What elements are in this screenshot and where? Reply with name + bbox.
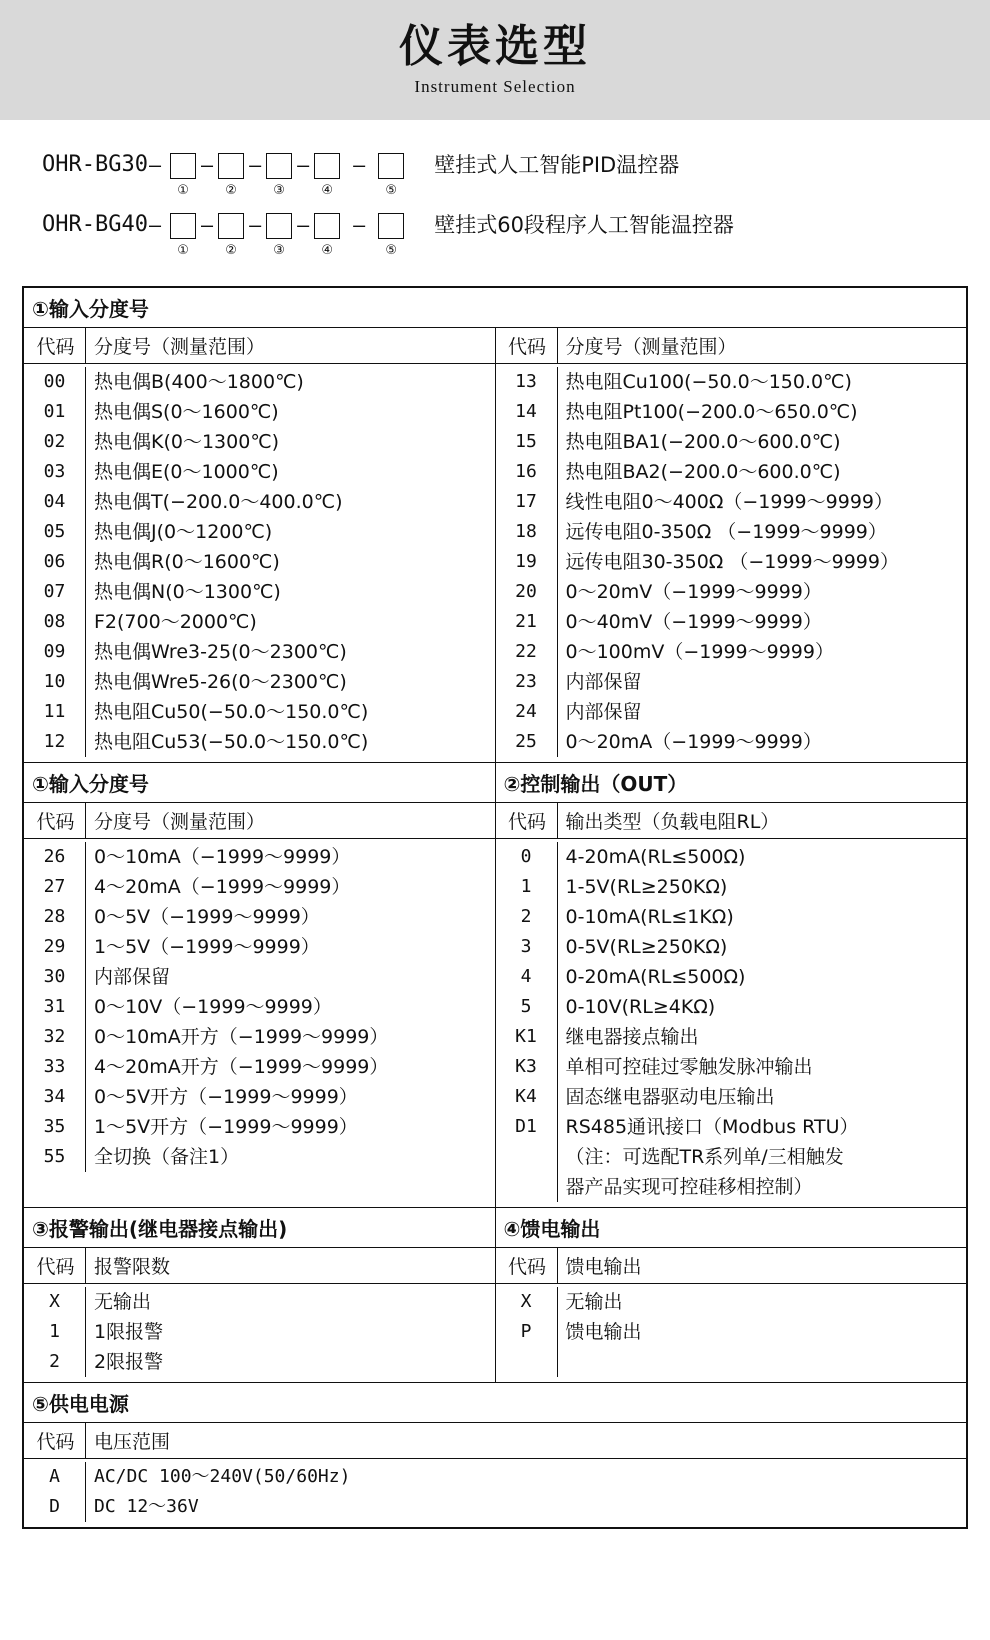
section5-list (24, 1459, 966, 1527)
row-code (496, 1142, 558, 1172)
table-header (24, 1248, 495, 1284)
row-value: 热电偶R(0～1600℃) (94, 551, 280, 573)
table-row (24, 517, 495, 547)
row-value: 0～20mA（−1999～9999） (565, 731, 822, 753)
row-value: 无输出 (94, 1291, 152, 1313)
code-group (166, 148, 408, 198)
selection-table (22, 286, 968, 1529)
code-cell-2 (214, 208, 248, 258)
row-code: 34 (24, 1082, 86, 1112)
model-row-bg40 (0, 208, 990, 258)
section4-column (496, 1248, 967, 1382)
table-row (496, 727, 967, 757)
code-marker: ③ (273, 183, 285, 198)
code-box[interactable] (378, 213, 404, 239)
table-row (24, 962, 495, 992)
row-code: 2 (24, 1347, 86, 1377)
section1-right-list (496, 364, 967, 762)
section1-cont-column (24, 803, 496, 1207)
code-box[interactable] (314, 213, 340, 239)
row-code: 06 (24, 547, 86, 577)
model-code-diagram (0, 120, 990, 278)
row-value: RS485通讯接口（Modbus RTU） (565, 1116, 859, 1138)
section-titles-row (24, 1208, 966, 1248)
code-marker: ① (177, 243, 189, 258)
header-value: 报警限数 (94, 1256, 171, 1278)
table-row (24, 872, 495, 902)
row-value: 内部保留 (565, 701, 642, 723)
row-code: 05 (24, 517, 86, 547)
table-row (24, 1462, 966, 1492)
row-value: 热电偶K(0～1300℃) (94, 431, 280, 453)
row-code: 30 (24, 962, 86, 992)
table-header (24, 803, 495, 839)
code-marker: ③ (273, 243, 285, 258)
header-value: 分度号（测量范围） (565, 336, 737, 358)
page-banner (0, 0, 990, 120)
code-box[interactable] (314, 153, 340, 179)
row-value: 2限报警 (94, 1351, 164, 1373)
section1-left-column (24, 328, 496, 762)
page-subtitle: Instrument Selection (414, 77, 576, 97)
code-dash: – (249, 213, 262, 237)
section-title-feed-output: ④馈电输出 (503, 1217, 601, 1241)
row-code: 21 (496, 607, 558, 637)
code-group (166, 208, 408, 258)
header-code: 代码 (24, 803, 86, 838)
code-box[interactable] (170, 213, 196, 239)
table-row (496, 457, 967, 487)
header-code: 代码 (24, 1248, 86, 1283)
row-code: D (24, 1492, 86, 1522)
section-title-control-output: ②控制输出（OUT） (503, 772, 688, 796)
row-value: 热电阻BA2(−200.0～600.0℃) (565, 461, 841, 483)
table-row (496, 1317, 967, 1347)
row-code: 1 (496, 872, 558, 902)
model-name: OHR-BG30 (42, 152, 148, 177)
row-value: 全切换（备注1） (94, 1146, 240, 1168)
row-code: D1 (496, 1112, 558, 1142)
table-row (496, 487, 967, 517)
table-row (24, 1317, 495, 1347)
table-row (496, 992, 967, 1022)
table-row (24, 1142, 495, 1172)
table-row (496, 547, 967, 577)
section-title-alarm-output: ③报警输出(继电器接点输出) (24, 1208, 496, 1247)
row-value (558, 1347, 967, 1377)
row-code: 07 (24, 577, 86, 607)
code-box[interactable] (218, 213, 244, 239)
code-cell-2 (214, 148, 248, 198)
row-value: 远传电阻30-350Ω （−1999～9999） (565, 551, 899, 573)
section3-column (24, 1248, 496, 1382)
table-row (496, 842, 967, 872)
table-header (496, 1248, 967, 1284)
table-row (496, 577, 967, 607)
row-value: 馈电输出 (565, 1321, 642, 1343)
row-value: 热电阻Cu100(−50.0～150.0℃) (565, 371, 852, 393)
code-marker: ② (225, 183, 237, 198)
code-dash: – (201, 213, 214, 237)
table-row (496, 607, 967, 637)
code-dash: – (201, 153, 214, 177)
code-box[interactable] (378, 153, 404, 179)
row-value: （注：可选配TR系列单/三相触发 (565, 1146, 844, 1168)
row-value: 热电偶E(0～1000℃) (94, 461, 279, 483)
table-row (496, 1082, 967, 1112)
row-code: 03 (24, 457, 86, 487)
table-row (24, 1347, 495, 1377)
row-code: 35 (24, 1112, 86, 1142)
code-dash: – (249, 153, 262, 177)
row-value: 热电阻Cu53(−50.0～150.0℃) (94, 731, 369, 753)
code-cell-5 (374, 148, 408, 198)
table-row (496, 367, 967, 397)
row-code: 33 (24, 1052, 86, 1082)
table-row-note (496, 1172, 967, 1202)
row-value: 4～20mA（−1999～9999） (94, 876, 351, 898)
row-value: 4～20mA开方（−1999～9999） (94, 1056, 389, 1078)
code-cell-4 (310, 148, 344, 198)
row-value: 远传电阻0-350Ω （−1999～9999） (565, 521, 887, 543)
code-dash: – (297, 213, 310, 237)
code-box[interactable] (266, 213, 292, 239)
row-value: 0-5V(RL≥250KΩ) (565, 936, 728, 958)
row-value: 热电阻Cu50(−50.0～150.0℃) (94, 701, 369, 723)
row-value: 0-10V(RL≥4KΩ) (565, 996, 716, 1018)
row-value: F2(700～2000℃) (94, 611, 257, 633)
row-value: 无输出 (565, 1291, 623, 1313)
table-row-note (496, 1142, 967, 1172)
table-row (24, 1052, 495, 1082)
table-header (24, 328, 495, 364)
row-code: 16 (496, 457, 558, 487)
table-header (496, 328, 967, 364)
header-code: 代码 (496, 328, 558, 363)
row-code: 2 (496, 902, 558, 932)
row-value: 热电偶Wre5-26(0～2300℃) (94, 671, 347, 693)
table-row (24, 637, 495, 667)
code-cell-5 (374, 208, 408, 258)
page-title: 仪表选型 (399, 20, 591, 72)
table-row (24, 397, 495, 427)
table-row (496, 1112, 967, 1142)
table-header (24, 1423, 966, 1459)
section2-list (496, 839, 967, 1207)
row-code: 10 (24, 667, 86, 697)
row-code: 25 (496, 727, 558, 757)
table-row (496, 397, 967, 427)
table-row (496, 872, 967, 902)
code-cell-1 (166, 148, 200, 198)
section1-left-list (24, 364, 495, 762)
table-row (496, 902, 967, 932)
row-value: 0～20mV（−1999～9999） (565, 581, 822, 603)
row-value: 0-10mA(RL≤1KΩ) (565, 906, 734, 928)
code-box[interactable] (266, 153, 292, 179)
model-dash: – (148, 153, 162, 177)
row-value: 1-5V(RL≥250KΩ) (565, 876, 728, 898)
model-description: 壁挂式60段程序人工智能温控器 (434, 213, 734, 237)
row-value: 0-20mA(RL≤500Ω) (565, 966, 746, 988)
row-code: 22 (496, 637, 558, 667)
row-code: 5 (496, 992, 558, 1022)
row-value: 线性电阻0～400Ω（−1999～9999） (565, 491, 893, 513)
row-code: 20 (496, 577, 558, 607)
row-code: 13 (496, 367, 558, 397)
table-row (24, 427, 495, 457)
row-value: 器产品实现可控硅移相控制） (565, 1176, 813, 1198)
row-code: 4 (496, 962, 558, 992)
table-row (24, 607, 495, 637)
row-value: 热电偶B(400～1800℃) (94, 371, 304, 393)
model-dash: – (148, 213, 162, 237)
header-value: 分度号（测量范围） (94, 811, 266, 833)
header-code: 代码 (496, 803, 558, 838)
row-code: 32 (24, 1022, 86, 1052)
table-row (496, 697, 967, 727)
code-cell-1 (166, 208, 200, 258)
table-row (496, 427, 967, 457)
table-row (24, 697, 495, 727)
table-row (24, 902, 495, 932)
row-code: 00 (24, 367, 86, 397)
row-value: 热电阻BA1(−200.0～600.0℃) (565, 431, 841, 453)
row-value: 固态继电器驱动电压输出 (565, 1086, 775, 1108)
row-code: 28 (24, 902, 86, 932)
row-value: 0～10mA开方（−1999～9999） (94, 1026, 389, 1048)
header-value: 输出类型（负载电阻RL） (565, 811, 780, 833)
table-row (496, 1022, 967, 1052)
section-title-input-code-cont: ①输入分度号 (24, 763, 496, 802)
code-marker: ⑤ (385, 183, 398, 198)
section1-body (24, 328, 966, 762)
table-row (24, 992, 495, 1022)
code-dash: – (297, 153, 310, 177)
row-code (496, 1347, 558, 1377)
table-row (496, 932, 967, 962)
row-value: 内部保留 (565, 671, 642, 693)
section3-list (24, 1284, 495, 1382)
code-marker: ⑤ (385, 243, 398, 258)
section5-column (24, 1423, 966, 1527)
row-code: P (496, 1317, 558, 1347)
row-value: 热电偶T(−200.0～400.0℃) (94, 491, 343, 513)
row-value: AC/DC 100～240V(50/60Hz) (94, 1466, 351, 1487)
table-row (24, 457, 495, 487)
section-title-power-supply: ⑤供电电源 (24, 1383, 966, 1423)
row-value: 0～10V（−1999～9999） (94, 996, 332, 1018)
table-row (496, 637, 967, 667)
code-box[interactable] (218, 153, 244, 179)
table-row-empty (496, 1347, 967, 1377)
row-value: 0～5V（−1999～9999） (94, 906, 320, 928)
row-value: 1～5V开方（−1999～9999） (94, 1116, 358, 1138)
table-row (24, 1112, 495, 1142)
row-code: 15 (496, 427, 558, 457)
section1-right-column (496, 328, 967, 762)
table-row (496, 667, 967, 697)
row-value: 内部保留 (94, 966, 171, 988)
code-dash: – (353, 153, 366, 177)
model-row-bg30 (0, 148, 990, 198)
table-row (24, 727, 495, 757)
code-cell-4 (310, 208, 344, 258)
row-code: K4 (496, 1082, 558, 1112)
row-value: 4-20mA(RL≤500Ω) (565, 846, 746, 868)
section1cont-section2-body (24, 803, 966, 1207)
row-code: 3 (496, 932, 558, 962)
table-row (24, 1492, 966, 1522)
row-value: 热电偶S(0～1600℃) (94, 401, 279, 423)
header-value: 馈电输出 (565, 1256, 642, 1278)
row-code: 12 (24, 727, 86, 757)
row-value: 1～5V（−1999～9999） (94, 936, 320, 958)
row-code: 14 (496, 397, 558, 427)
section4-list (496, 1284, 967, 1382)
header-code: 代码 (496, 1248, 558, 1283)
row-code: 0 (496, 842, 558, 872)
row-code: 55 (24, 1142, 86, 1172)
row-code: 31 (24, 992, 86, 1022)
row-value: 0～100mV（−1999～9999） (565, 641, 834, 663)
code-cell-3 (262, 208, 296, 258)
section3-section4-body (24, 1248, 966, 1382)
row-code: 09 (24, 637, 86, 667)
row-code: 19 (496, 547, 558, 577)
table-row (496, 1287, 967, 1317)
model-description: 壁挂式人工智能PID温控器 (434, 153, 680, 177)
table-row (24, 367, 495, 397)
code-cell-3 (262, 148, 296, 198)
code-box[interactable] (170, 153, 196, 179)
header-value: 电压范围 (94, 1431, 171, 1453)
section2-column (496, 803, 967, 1207)
code-marker: ① (177, 183, 189, 198)
row-code: 04 (24, 487, 86, 517)
header-code: 代码 (24, 328, 86, 363)
table-row (24, 547, 495, 577)
row-code: 01 (24, 397, 86, 427)
table-row (496, 962, 967, 992)
table-row (24, 932, 495, 962)
code-marker: ② (225, 243, 237, 258)
table-row (24, 842, 495, 872)
table-row (24, 667, 495, 697)
section-title-input-code: ①输入分度号 (24, 288, 966, 328)
row-code: 02 (24, 427, 86, 457)
header-value: 分度号（测量范围） (94, 336, 266, 358)
row-value: 热电阻Pt100(−200.0～650.0℃) (565, 401, 858, 423)
row-value: 热电偶Wre3-25(0～2300℃) (94, 641, 347, 663)
row-value: 0～5V开方（−1999～9999） (94, 1086, 358, 1108)
row-value: 热电偶J(0～1200℃) (94, 521, 273, 543)
row-value: DC 12～36V (94, 1496, 199, 1517)
row-value: 继电器接点输出 (565, 1026, 699, 1048)
model-name: OHR-BG40 (42, 212, 148, 237)
row-code: 18 (496, 517, 558, 547)
header-code: 代码 (24, 1423, 86, 1458)
row-value: 热电偶N(0～1300℃) (94, 581, 281, 603)
table-row (24, 487, 495, 517)
code-marker: ④ (321, 243, 333, 258)
row-code: 26 (24, 842, 86, 872)
row-code: X (24, 1287, 86, 1317)
table-row (24, 1082, 495, 1112)
code-dash: – (353, 213, 366, 237)
row-code (496, 1172, 558, 1202)
table-row (24, 1287, 495, 1317)
row-code: K3 (496, 1052, 558, 1082)
table-row (24, 577, 495, 607)
row-code: 08 (24, 607, 86, 637)
row-code: A (24, 1462, 86, 1492)
row-value: 0～10mA（−1999～9999） (94, 846, 351, 868)
row-value: 0～40mV（−1999～9999） (565, 611, 822, 633)
row-code: 17 (496, 487, 558, 517)
row-code: 27 (24, 872, 86, 902)
row-value: 单相可控硅过零触发脉冲输出 (565, 1056, 813, 1078)
code-marker: ④ (321, 183, 333, 198)
table-row (24, 1022, 495, 1052)
table-row (496, 1052, 967, 1082)
row-code: 23 (496, 667, 558, 697)
row-code: 24 (496, 697, 558, 727)
row-code: 1 (24, 1317, 86, 1347)
row-code: 11 (24, 697, 86, 727)
section1-cont-list (24, 839, 495, 1177)
section-titles-row (24, 763, 966, 803)
row-code: K1 (496, 1022, 558, 1052)
table-header (496, 803, 967, 839)
row-value: 1限报警 (94, 1321, 164, 1343)
table-row (496, 517, 967, 547)
row-code: X (496, 1287, 558, 1317)
row-code: 29 (24, 932, 86, 962)
